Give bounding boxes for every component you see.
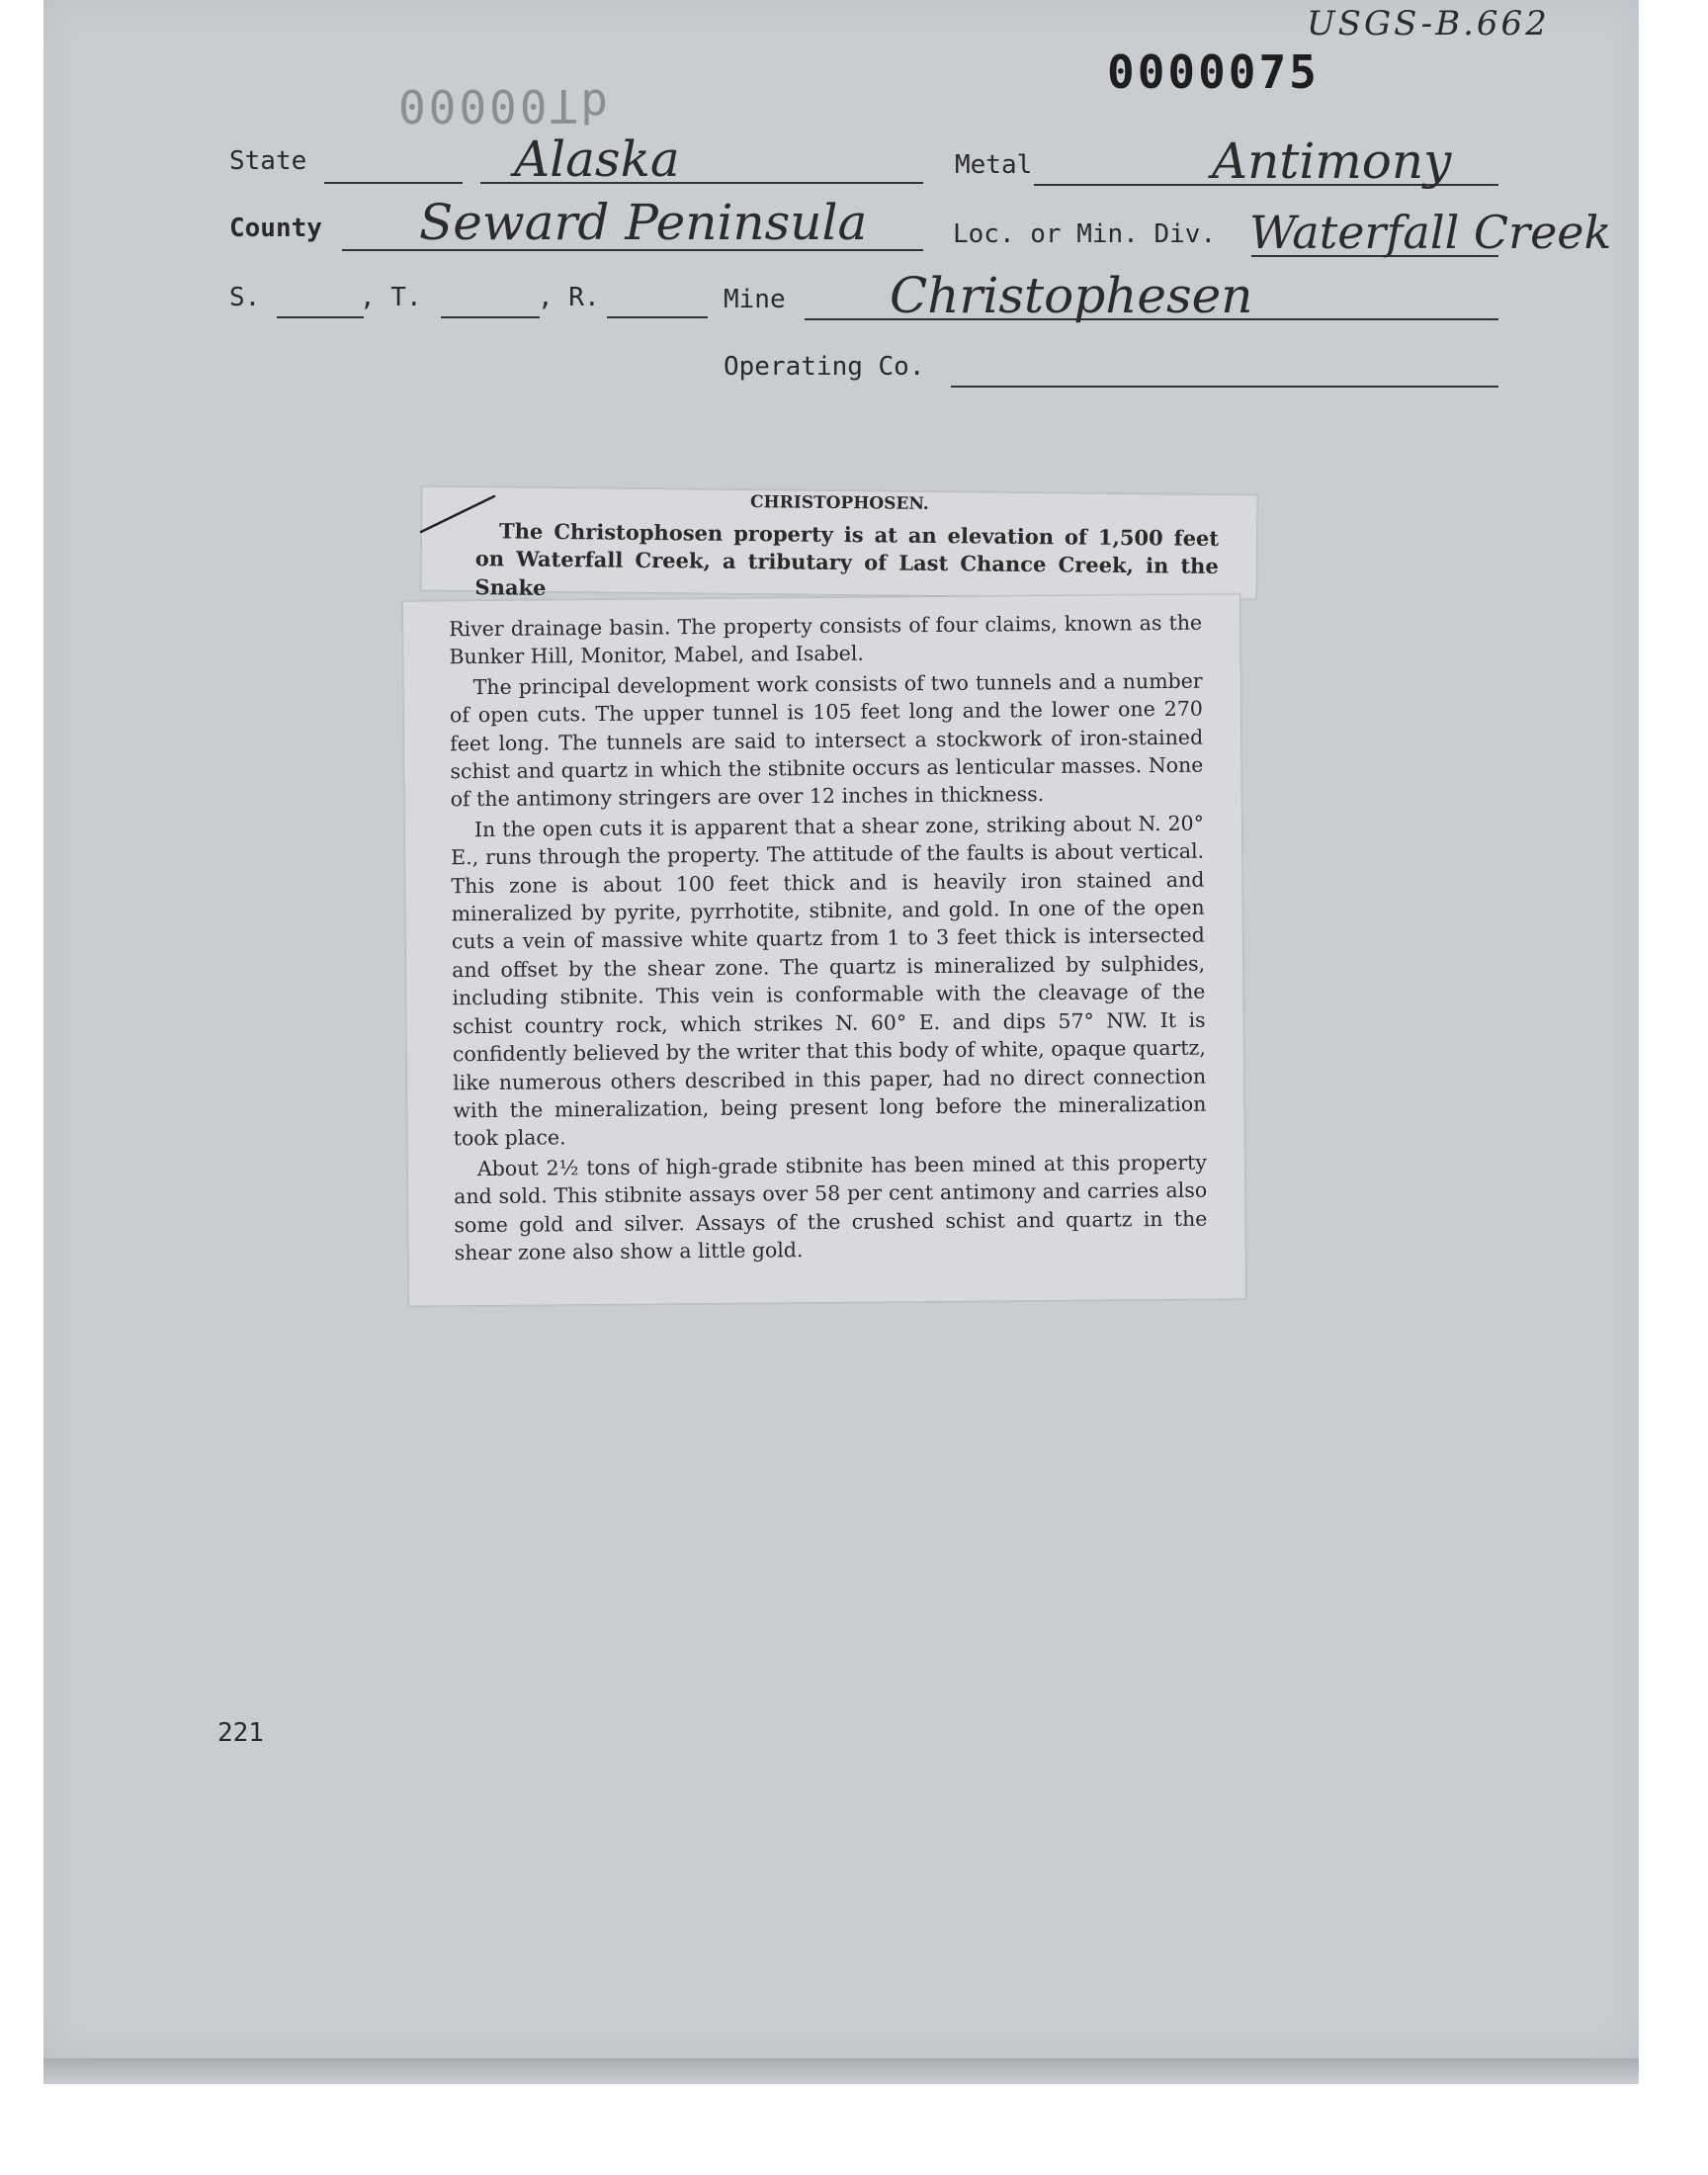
loc-value: Waterfall Creek — [1249, 206, 1612, 259]
card-edge — [43, 2058, 1639, 2084]
township-line — [441, 316, 540, 318]
section-line — [277, 316, 364, 318]
clipping-paragraph: In the open cuts it is apparent that a shear zone, striking about N. 20° E., runs through the property. The attitude of the faults is about vertical. This zone is about 100 feet thick and is heavily iron stained and mineralized by pyrite, pyrrhotite, stibnite, and gold. In one of the open cuts a vein of massive white quartz from 1 to 3 feet thick is intersected and offset by the shear zone. The quartz is mineralized by sulphides, including stibnite. This vein is conformable with the cleavage of the schist country rock, which strikes N. 60° E. and dips 57° NW. It is confidently believed by the writer that this body of white, opaque quartz, like numerous others described in this paper, had no direct connection with the mineralization, being present long before the mineralization took place. — [451, 811, 1207, 1151]
document-code: USGS-B.662 — [1307, 4, 1550, 44]
inverted-stamp: dT00000 — [395, 79, 608, 132]
range-label: , R. — [538, 283, 600, 312]
loc-label: Loc. or Min. Div. — [953, 219, 1217, 249]
state-label: State — [229, 146, 307, 176]
clipping-intro: The Christophosen property is at an elevation of 1,500 feet on Waterfall Creek, a tributary of Last Chance Creek, in the Snake — [474, 518, 1220, 600]
clipping-title: CHRISTOPHOSEN. — [749, 492, 929, 514]
serial-number: 0000075 — [1107, 45, 1320, 99]
clipping-body — [402, 593, 1246, 1306]
operating-label: Operating Co. — [724, 352, 925, 382]
pen-slash-mark — [419, 492, 496, 534]
section-label: S. — [229, 283, 261, 312]
mine-label: Mine — [724, 285, 786, 314]
metal-value: Antimony — [1212, 132, 1452, 190]
clipping-paragraph: About 2½ tons of high-grade stibnite has been mined at this property and sold. This stibnite assays over 58 per cent antimony and carries also some gold and silver. Assays of the crushed schist and quartz in the shear zone also show a little gold. — [454, 1150, 1208, 1265]
mine-value: Christophesen — [890, 267, 1253, 324]
clipping-paragraph: River drainage basin. The property consists of four claims, known as the Bunker Hill, Monitor, Mabel, and Isabel. — [449, 610, 1203, 669]
state-blank-line — [324, 182, 463, 184]
metal-label: Metal — [955, 150, 1033, 180]
page-number: 221 — [217, 1718, 264, 1748]
township-label: , T. — [360, 283, 422, 312]
county-label: County — [229, 214, 322, 243]
clipping-paragraph: The principal development work consists of two tunnels and a number of open cuts. The upper tunnel is 105 feet long and the lower one 270 feet long. The tunnels are said to intersect a stockwork of iron-stained schist and quartz in which the stibnite occurs as lenticular masses. None of the antimony stringers are over 12 inches in thickness. — [449, 668, 1204, 812]
operating-line — [951, 386, 1498, 388]
clipping-header — [420, 486, 1257, 600]
range-line — [607, 316, 708, 318]
county-value: Seward Peninsula — [419, 194, 868, 251]
state-value: Alaska — [514, 130, 680, 188]
